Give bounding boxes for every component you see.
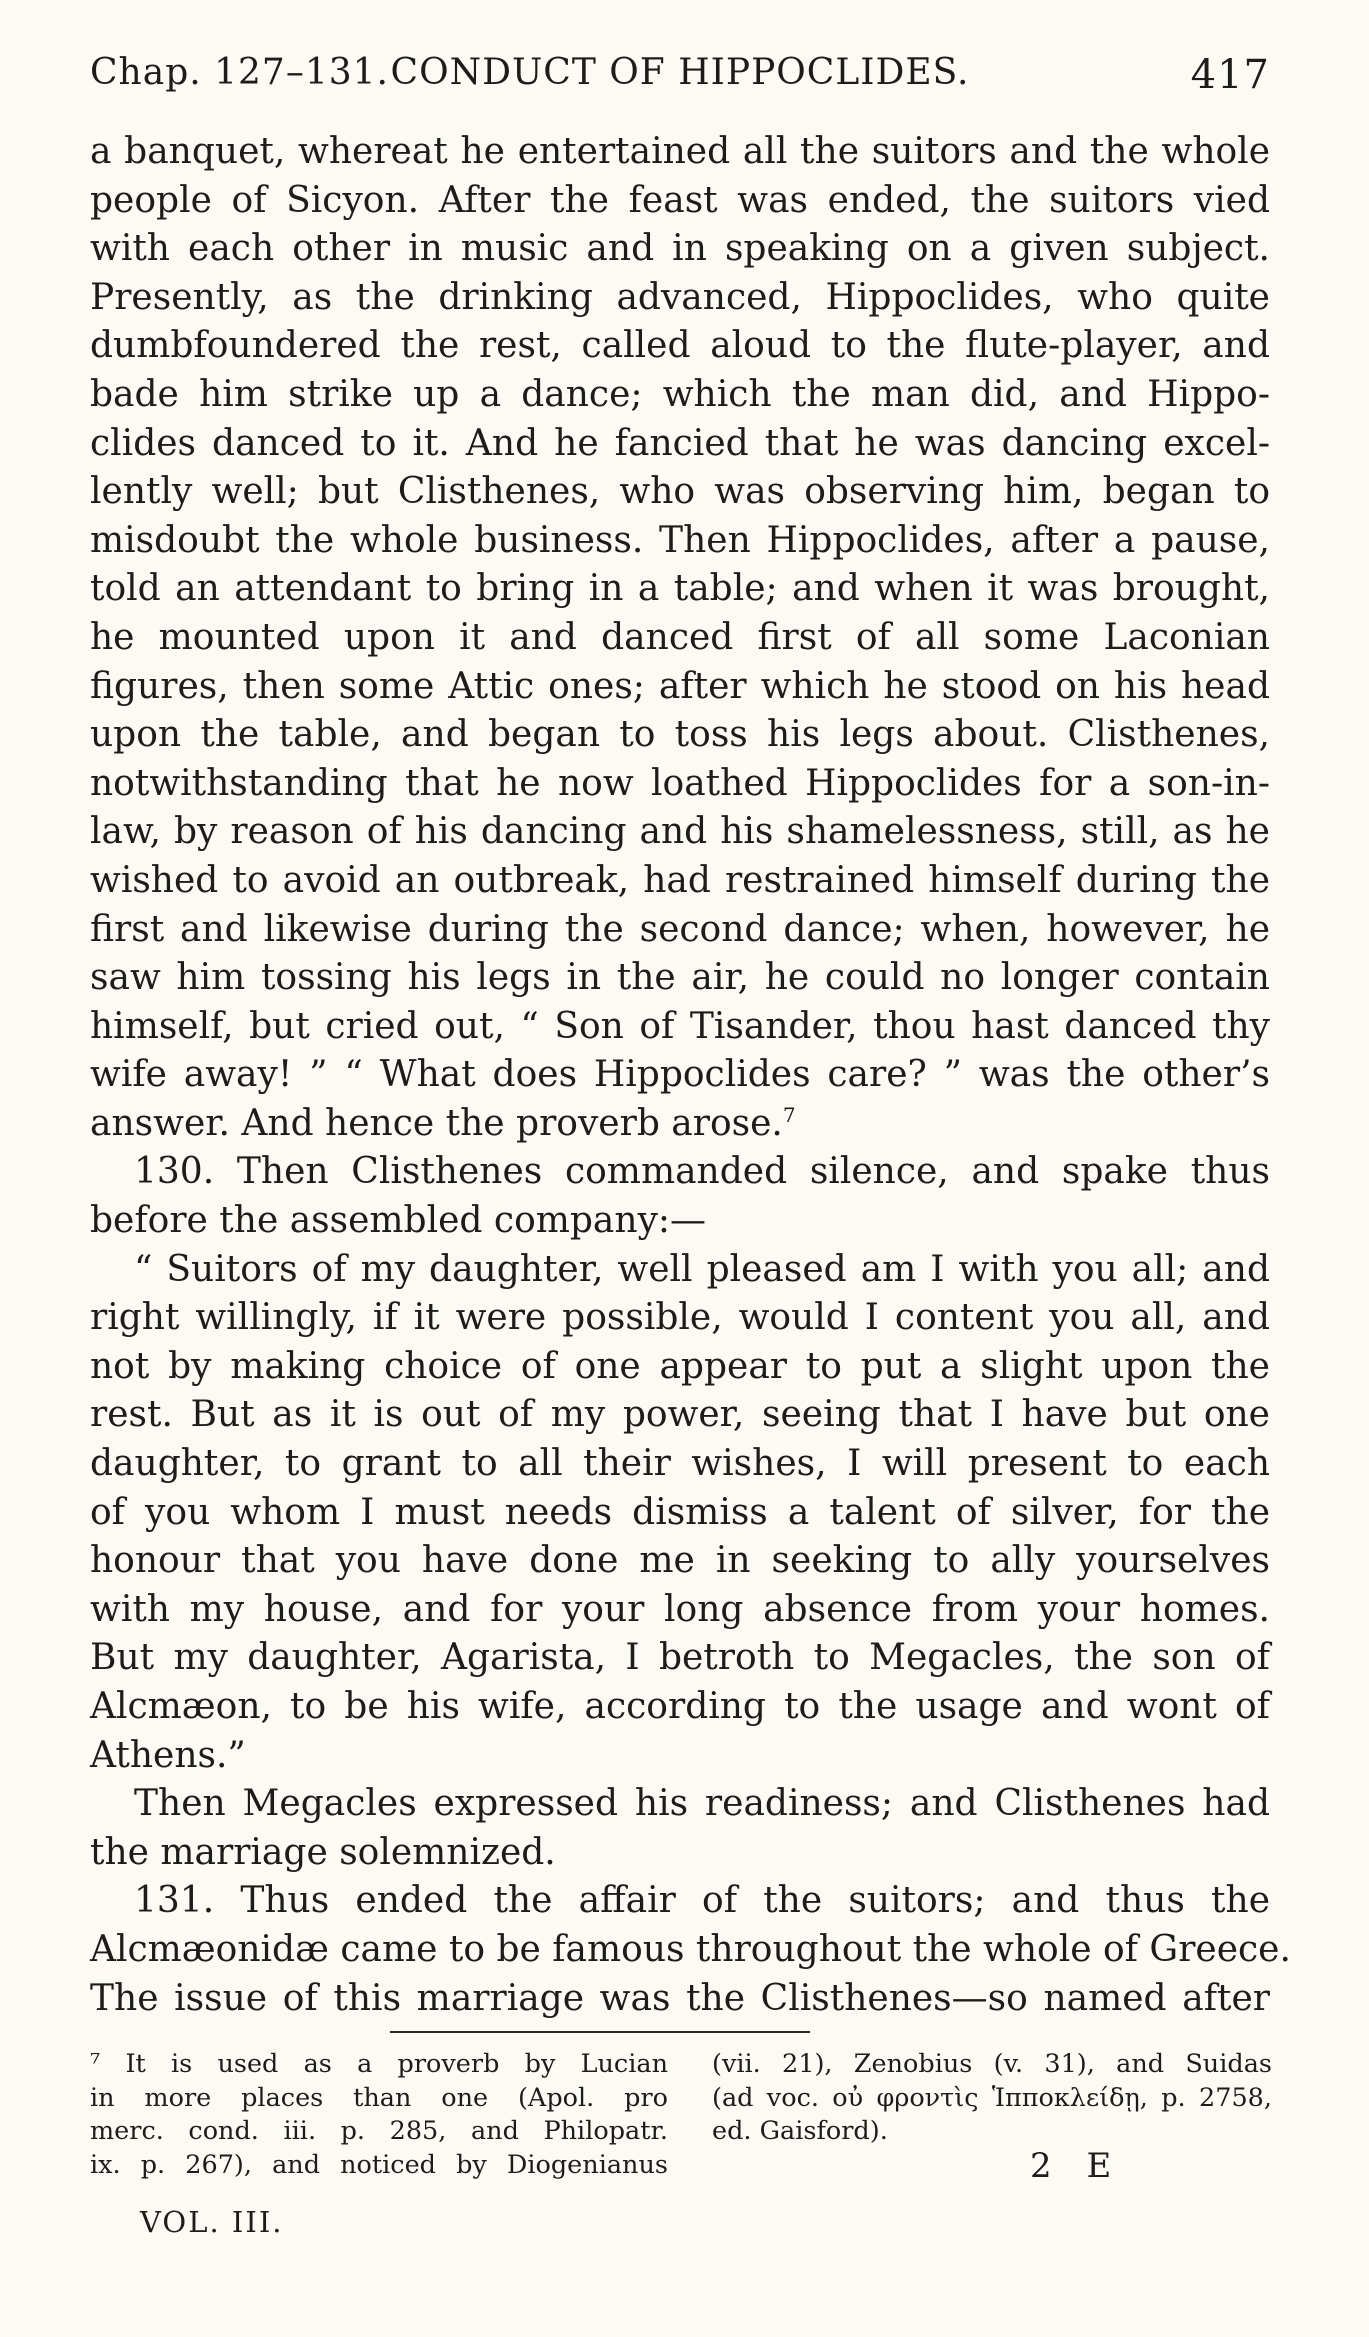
section-130-line: “ Suitors of my daughter, well pleased am I with you all; and bbox=[134, 1248, 1270, 1290]
text-line: clides danced to it. And he fancied that he was dancing excel- bbox=[90, 422, 1270, 464]
footnote-line: (ad voc. οὐ φροντὶς Ἱπποκλείδῃ, p. 2758, bbox=[712, 2082, 1272, 2113]
section-130-line: rest. But as it is out of my power, seeing that I have but one bbox=[90, 1394, 1270, 1436]
text-line: Presently, as the drinking advanced, Hippoclides, who quite bbox=[90, 276, 1270, 318]
text-line: dumbfoundered the rest, called aloud to the flute-player, and bbox=[90, 325, 1270, 367]
volume-label: VOL. III. bbox=[140, 2205, 284, 2239]
section-130-line: Athens.” bbox=[90, 1734, 246, 1776]
text-line bbox=[90, 1100, 1270, 1149]
footnote-right-column bbox=[712, 2048, 1272, 2149]
section-131-line: The issue of this marriage was the Clisthenes—so named after bbox=[90, 1977, 1270, 2019]
footnote-reference: 7 bbox=[782, 1102, 796, 1127]
text-line: figures, then some Attic ones; after which he stood on his head bbox=[90, 665, 1270, 707]
text-line: first and likewise during the second dance; when, however, he bbox=[90, 908, 1270, 950]
text-line: wished to avoid an outbreak, had restrained himself during the bbox=[90, 859, 1270, 901]
section-130-line: But my daughter, Agarista, I betroth to Megacles, the son of bbox=[90, 1637, 1270, 1679]
text-line: with each other in music and in speaking on a given subject. bbox=[90, 228, 1270, 270]
text-line: a banquet, whereat he entertained all the suitors and the whole bbox=[90, 131, 1270, 172]
section-131-line: Alcmæonidæ came to be famous throughout the whole of Greece. bbox=[90, 1928, 1291, 1970]
footnote-line: merc. cond. iii. p. 285, and Philopatr. bbox=[90, 2116, 668, 2146]
chapter-range: Chap. 127–131. bbox=[90, 52, 389, 93]
section-131-line: 131. Thus ended the affair of the suitors; and thus the bbox=[134, 1880, 1270, 1922]
section-130-line: before the assembled company:— bbox=[90, 1200, 707, 1242]
footnote-line: in more places than one (Apol. pro bbox=[90, 2082, 668, 2113]
text-line: himself, but cried out, “ Son of Tisander, thou hast danced thy bbox=[90, 1005, 1270, 1047]
text-line: misdoubt the whole business. Then Hippoclides, after a pause, bbox=[90, 519, 1270, 561]
section-130-line: the marriage solemnized. bbox=[90, 1831, 556, 1873]
signature-mark: 2 E bbox=[1030, 2146, 1124, 2186]
text-line: law, by reason of his dancing and his shamelessness, still, as he bbox=[90, 811, 1270, 853]
footnote-left-column bbox=[90, 2048, 668, 2182]
page-header bbox=[90, 52, 1270, 104]
page-number: 417 bbox=[1190, 52, 1270, 98]
text-line-content: answer. And hence the proverb arose. bbox=[90, 1102, 783, 1144]
text-line: saw him tossing his legs in the air, he could no longer contain bbox=[90, 957, 1270, 999]
section-130-line: with my house, and for your long absence from your homes. bbox=[90, 1588, 1270, 1630]
section-130-line: right willingly, if it were possible, would I content you all, and bbox=[90, 1297, 1270, 1339]
footnote-line: ed. Gaisford). bbox=[712, 2116, 888, 2146]
footnote-line: ⁷ It is used as a proverb by Lucian bbox=[90, 2049, 668, 2079]
main-text bbox=[90, 128, 1291, 2023]
text-line: wife away! ” “ What does Hippoclides care? ” was the other’s bbox=[90, 1054, 1270, 1096]
section-130-line: Then Megacles expressed his readiness; and Clisthenes had bbox=[134, 1783, 1270, 1825]
footnote-line: (vii. 21), Zenobius (v. 31), and Suidas bbox=[712, 2049, 1272, 2079]
text-line: upon the table, and began to toss his legs about. Clisthenes, bbox=[90, 714, 1270, 756]
section-130-line: daughter, to grant to all their wishes, I will present to each bbox=[90, 1443, 1270, 1485]
section-130-line: of you whom I must needs dismiss a talent of silver, for the bbox=[90, 1491, 1270, 1533]
text-line: bade him strike up a dance; which the man did, and Hippo- bbox=[90, 373, 1270, 415]
section-130-line: honour that you have done me in seeking to ally yourselves bbox=[90, 1540, 1270, 1582]
section-130-line: not by making choice of one appear to put a slight upon the bbox=[90, 1345, 1270, 1387]
text-line: people of Sicyon. After the feast was ended, the suitors vied bbox=[90, 179, 1270, 221]
section-130-line: Alcmæon, to be his wife, according to the usage and wont of bbox=[90, 1686, 1270, 1727]
text-line: told an attendant to bring in a table; and when it was brought, bbox=[90, 568, 1270, 610]
footnote-divider bbox=[390, 2031, 810, 2033]
footnote-line: ix. p. 267), and noticed by Diogenianus bbox=[90, 2149, 668, 2180]
text-line: lently well; but Clisthenes, who was observing him, began to bbox=[90, 471, 1270, 513]
section-130-line: 130. Then Clisthenes commanded silence, and spake thus bbox=[134, 1151, 1270, 1193]
text-line: he mounted upon it and danced first of all some Laconian bbox=[90, 616, 1270, 658]
running-title: CONDUCT OF HIPPOCLIDES. bbox=[390, 52, 970, 93]
text-line: notwithstanding that he now loathed Hippoclides for a son-in- bbox=[90, 762, 1270, 804]
